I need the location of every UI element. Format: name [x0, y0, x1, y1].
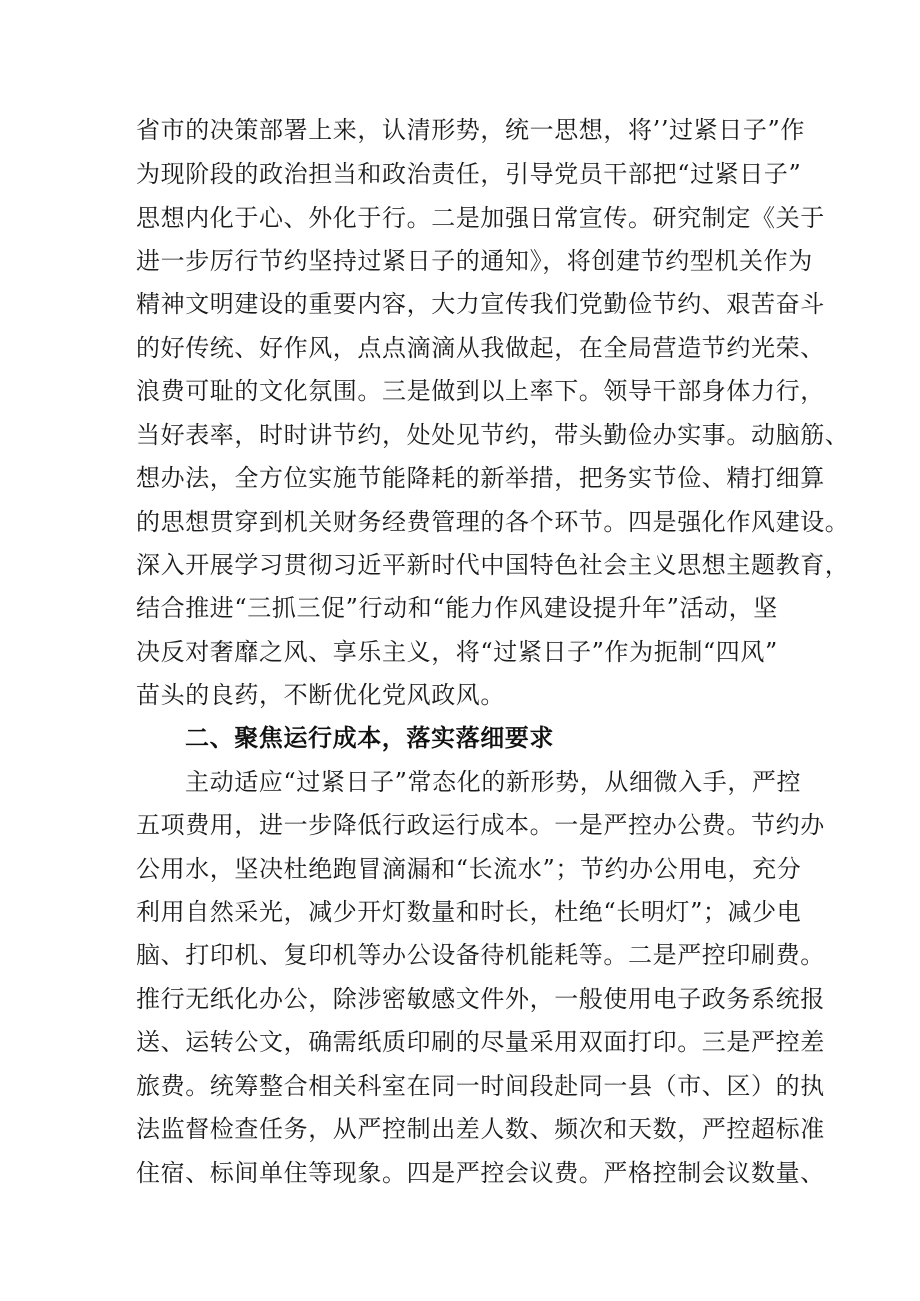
body-text-line: 送、运转公文，确需纸质印刷的尽量采用双面打印。三是严控差: [136, 1028, 825, 1056]
body-text-line: 深入开展学习贯彻习近平新时代中国特色社会主义思想主题教育，: [136, 551, 850, 579]
body-text-line: 为现阶段的政治担当和政治责任，引导党员干部把“过紧日子”: [136, 160, 802, 188]
body-text-line: 的思想贯穿到机关财务经费管理的各个环节。四是强化作风建设。: [136, 508, 850, 536]
body-text-line: 旅费。统筹整合相关科室在同一时间段赴同一县（市、区）的执: [136, 1072, 825, 1100]
body-text-line: 苗头的良药，不断优化党风政风。: [136, 681, 505, 709]
body-text-line: 五项费用，进一步降低行政运行成本。一是严控办公费。节约办: [136, 811, 825, 839]
body-text-line: 主动适应“过紧日子”常态化的新形势，从细微入手，严控: [185, 768, 802, 796]
body-text-line: 脑、打印机、复印机等办公设备待机能耗等。二是严控印刷费。: [136, 941, 825, 969]
body-text-line: 想办法，全方位实施节能降耗的新举措，把务实节俭、精打细算: [136, 464, 825, 492]
body-text-line: 思想内化于心、外化于行。二是加强日常宣传。研究制定《关于: [136, 204, 825, 232]
body-text-line: 住宿、标间单住等现象。四是严控会议费。严格控制会议数量、: [136, 1159, 825, 1187]
body-text-line: 决反对奢靡之风、享乐主义，将“过紧日子”作为扼制“四风”: [136, 638, 778, 666]
body-text-line: 结合推进“三抓三促”行动和“能力作风建设提升年”活动，坚: [136, 594, 778, 622]
body-text-line: 精神文明建设的重要内容，大力宣传我们党勤俭节约、艰苦奋斗: [136, 290, 825, 318]
body-text-line: 公用水，坚决杜绝跑冒滴漏和“长流水”；节约办公用电，充分: [136, 855, 802, 883]
body-text-line: 省市的决策部署上来，认清形势，统一思想，将’’过紧日子”作: [136, 116, 805, 144]
body-text-line: 推行无纸化办公，除涉密敏感文件外，一般使用电子政务系统报: [136, 985, 825, 1013]
body-text-line: 当好表率，时时讲节约，处处见节约，带头勤俭办实事。动脑筋、: [136, 421, 850, 449]
section-heading: 二、聚焦运行成本，落实落细要求: [185, 724, 554, 752]
body-text-line: 浪费可耻的文化氛围。三是做到以上率下。领导干部身体力行，: [136, 377, 825, 405]
body-text-line: 法监督检查任务，从严控制出差人数、频次和天数，严控超标准: [136, 1115, 825, 1143]
body-text-line: 利用自然采光，减少开灯数量和时长，杜绝“长明灯”；减少电: [136, 898, 802, 926]
body-text-line: 进一步厉行节约坚持过紧日子的通知》，将创建节约型机关作为: [136, 247, 813, 275]
body-text-line: 的好传统、好作风，点点滴滴从我做起，在全局营造节约光荣、: [136, 334, 825, 362]
